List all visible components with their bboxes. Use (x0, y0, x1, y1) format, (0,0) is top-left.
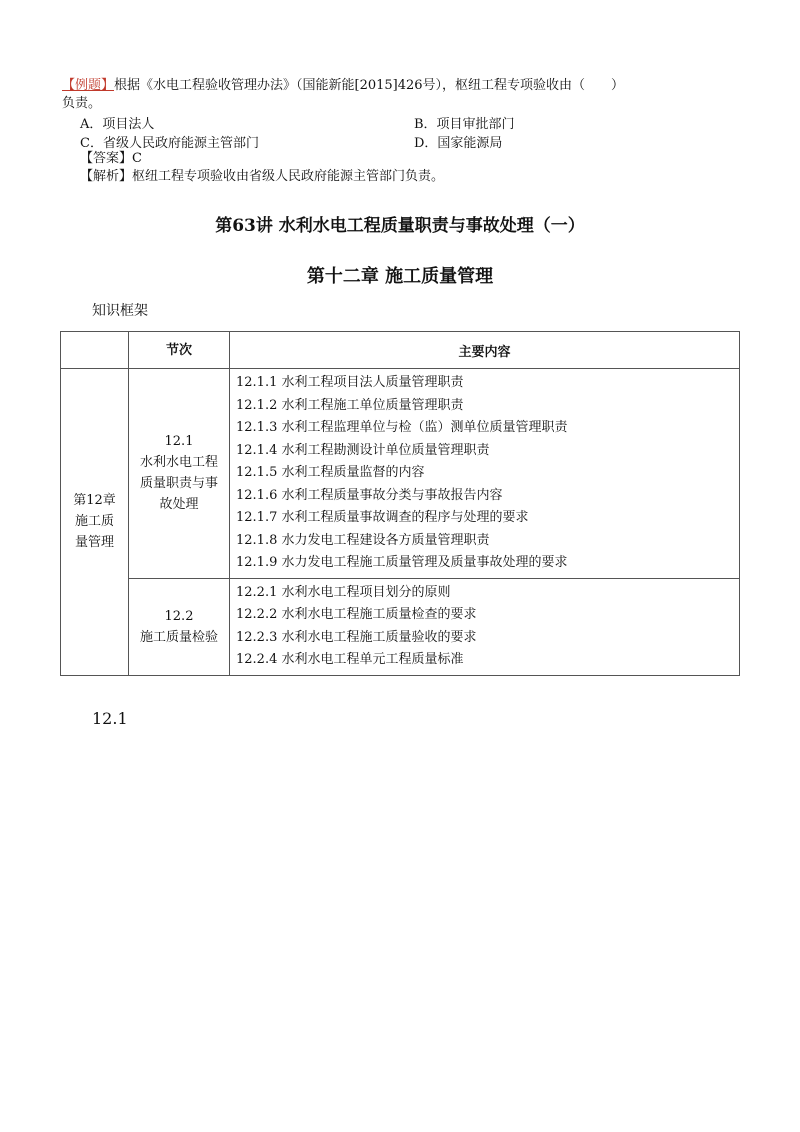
list-item: 12.1.5 水利工程质量监督的内容 (236, 465, 425, 480)
answer: 【答案】C (80, 151, 142, 166)
framework-label: 知识框架 (92, 303, 148, 319)
section-cell-12-1 (129, 369, 230, 579)
list-item: 12.2.1 水利水电工程项目划分的原则 (236, 584, 451, 600)
content-cell-12-2 (230, 578, 740, 675)
content-cell-12-1 (230, 369, 740, 579)
chapter-cell-line: 施工质 (74, 514, 114, 530)
chapter-title: 第十二章 施工质量管理 (306, 266, 494, 287)
list-item: 12.1.9 水力发电工程施工质量管理及质量事故处理的要求 (236, 555, 568, 570)
list-item: 12.1.7 水利工程质量事故调查的程序与处理的要求 (236, 510, 529, 525)
list-item: 12.2.4 水利水电工程单元工程质量标准 (236, 652, 464, 667)
section-line: 12.2 (164, 608, 194, 624)
chapter-cell (61, 369, 129, 676)
option-c: C．省级人民政府能源主管部门 (80, 136, 259, 151)
header-content: 主要内容 (230, 332, 740, 369)
header-section: 节次 (129, 332, 230, 369)
example-tag: 【例题】 (62, 78, 115, 93)
question-line-2: 负责。 (62, 96, 102, 111)
list-item: 12.2.2 水利水电工程施工质量检查的要求 (236, 607, 477, 622)
option-b: B．项目审批部门 (414, 117, 515, 132)
lecture-title: 第63讲 水利水电工程质量职责与事故处理（一） (215, 216, 585, 236)
section-line: 质量职责与事 (139, 476, 218, 492)
option-d: D．国家能源局 (414, 136, 503, 151)
table-row (61, 578, 740, 675)
section-heading: 12.1 (92, 709, 128, 728)
list-item: 12.1.3 水利工程监理单位与检（监）测单位质量管理职责 (236, 420, 568, 435)
section-line: 水利水电工程 (139, 455, 218, 471)
table-row (61, 369, 740, 579)
question-line-1 (62, 77, 742, 95)
chapter-cell-line: 第12章 (73, 493, 116, 509)
explanation: 【解析】枢纽工程专项验收由省级人民政府能源主管部门负责。 (80, 169, 445, 184)
list-item: 12.1.8 水力发电工程建设各方质量管理职责 (236, 532, 490, 548)
table-header-row (61, 332, 740, 369)
section-cell-12-2 (129, 578, 230, 675)
option-a: A．项目法人 (80, 117, 155, 132)
knowledge-framework-table (60, 331, 740, 676)
question-text: 根据《水电工程验收管理办法》（国能新能[2015]426号），枢纽工程专项验收由（ ） (114, 78, 625, 93)
chapter-cell-line: 量管理 (74, 535, 114, 551)
section-line: 12.1 (164, 434, 194, 450)
list-item: 12.1.1 水利工程项目法人质量管理职责 (236, 375, 464, 390)
list-item: 12.1.2 水利工程施工单位质量管理职责 (236, 397, 464, 413)
list-item: 12.1.6 水利工程质量事故分类与事故报告内容 (236, 487, 503, 503)
section-line: 施工质量检验 (139, 629, 218, 645)
list-item: 12.2.3 水利水电工程施工质量验收的要求 (236, 629, 477, 645)
example-question (62, 77, 742, 113)
list-item: 12.1.4 水利工程勘测设计单位质量管理职责 (236, 442, 490, 458)
section-line: 故处理 (159, 497, 199, 513)
header-blank-cell (61, 332, 129, 369)
